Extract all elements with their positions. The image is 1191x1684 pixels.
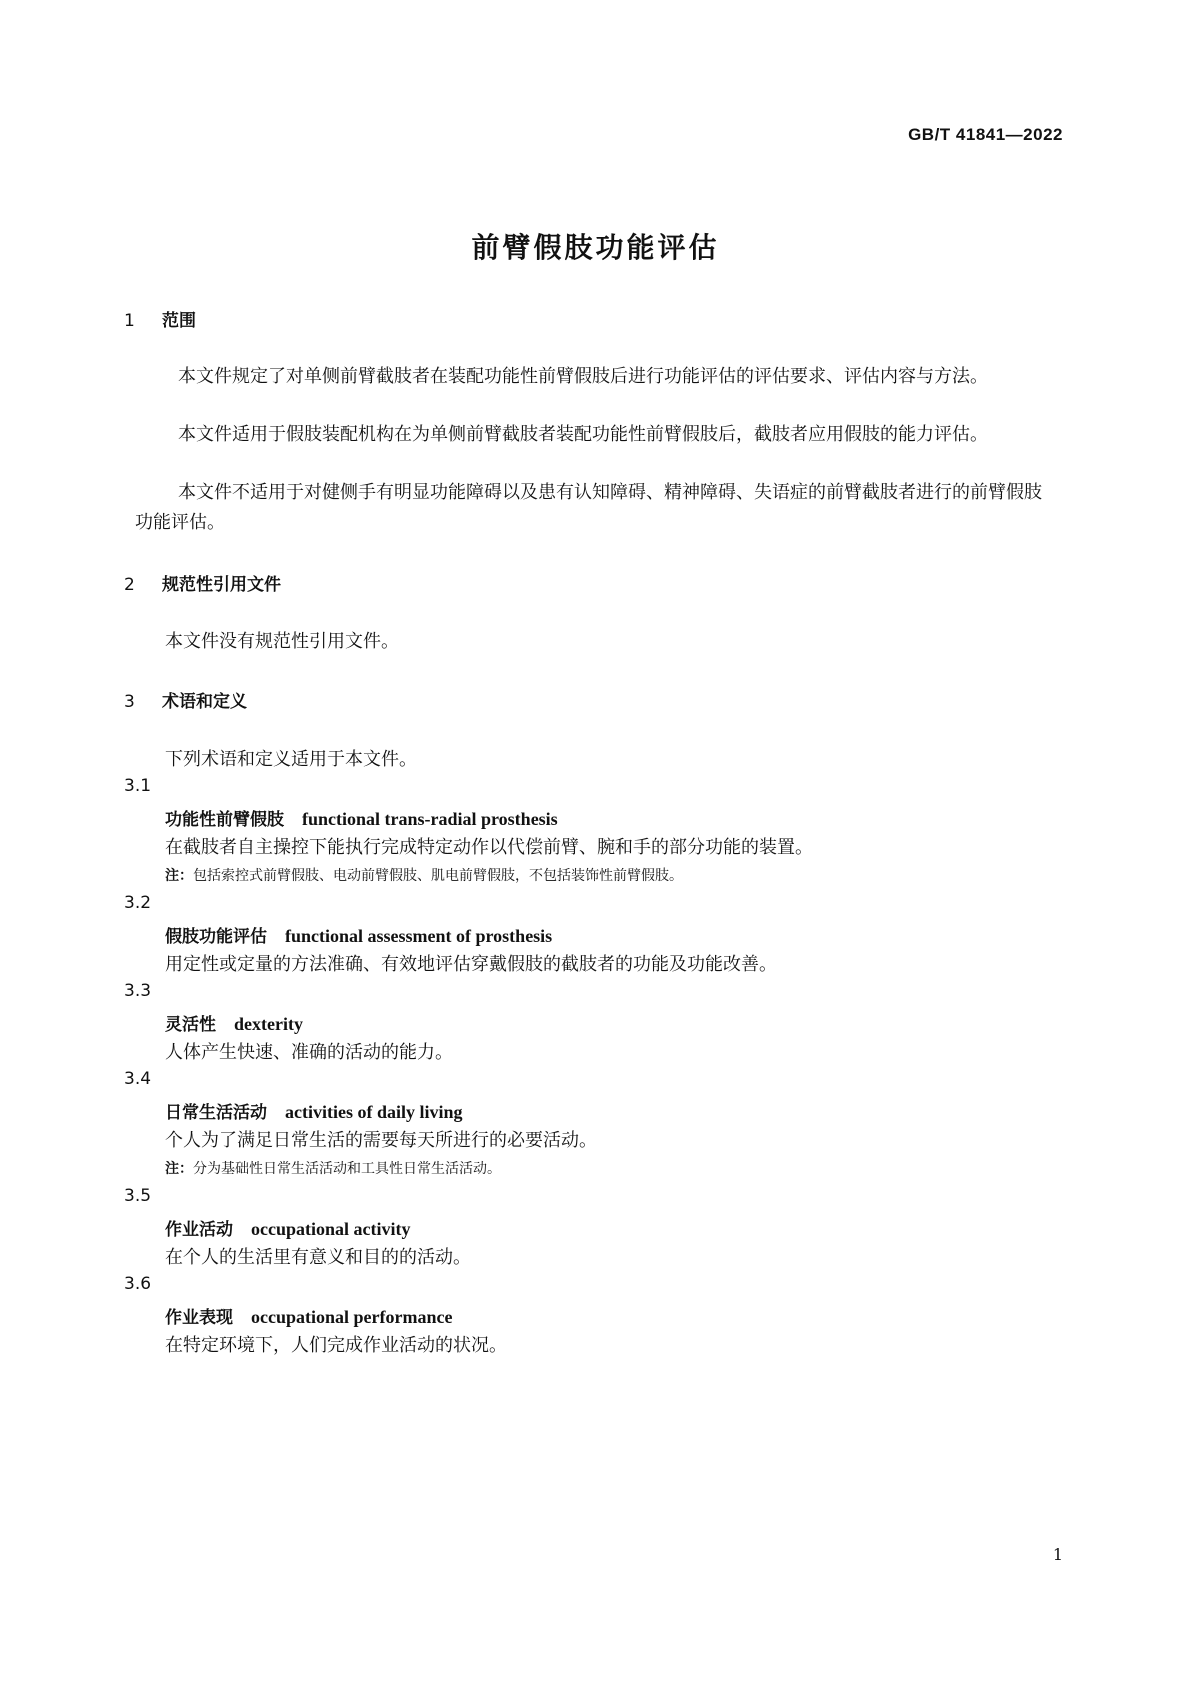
term-definition: 人体产生快速、准确的活动的能力。 (165, 1042, 453, 1063)
paragraph: 本文件规定了对单侧前臂截肢者在装配功能性前臂假肢后进行功能评估的评估要求、评估内容与方法。 (178, 366, 988, 387)
term-chinese: 灵活性 (165, 1015, 216, 1035)
section-title: 范围 (162, 311, 196, 331)
term-number: 3.6 (124, 1274, 152, 1294)
section-number: 3 (124, 692, 135, 712)
section-title: 规范性引用文件 (162, 575, 281, 595)
paragraph: 下列术语和定义适用于本文件。 (165, 749, 417, 770)
term-number: 3.1 (124, 776, 152, 796)
note-label: 注： (165, 1161, 193, 1177)
term-english: functional trans-radial prosthesis (302, 809, 558, 829)
term-chinese: 假肢功能评估 (165, 927, 267, 947)
term-definition: 在个人的生活里有意义和目的的活动。 (165, 1247, 471, 1268)
term-note (165, 1158, 501, 1178)
term-english: occupational performance (251, 1307, 453, 1327)
term-entry (165, 1098, 463, 1123)
term-chinese: 日常生活活动 (165, 1103, 267, 1123)
term-number: 3.3 (124, 981, 152, 1001)
term-chinese: 作业活动 (165, 1220, 233, 1240)
term-entry (165, 1303, 452, 1328)
term-english: activities of daily living (285, 1102, 463, 1122)
term-definition: 用定性或定量的方法准确、有效地评估穿戴假肢的截肢者的功能及功能改善。 (165, 954, 777, 975)
term-entry (165, 805, 558, 830)
term-note (165, 865, 683, 885)
term-english: dexterity (234, 1014, 303, 1034)
note-text: 分为基础性日常生活活动和工具性日常生活活动。 (193, 1161, 501, 1177)
term-definition: 在截肢者自主操控下能执行完成特定动作以代偿前臂、腕和手的部分功能的装置。 (165, 837, 813, 858)
page-number: 1 (1052, 1545, 1063, 1564)
note-label: 注： (165, 868, 193, 884)
paragraph: 本文件适用于假肢装配机构在为单侧前臂截肢者装配功能性前臂假肢后，截肢者应用假肢的能力评估。 (178, 424, 988, 445)
term-chinese: 功能性前臂假肢 (165, 810, 284, 830)
section-3-heading (124, 687, 247, 712)
term-entry (165, 922, 552, 947)
section-1-heading (124, 306, 196, 331)
term-definition: 在特定环境下，人们完成作业活动的状况。 (165, 1335, 507, 1356)
term-entry (165, 1215, 411, 1240)
note-text: 包括索控式前臂假肢、电动前臂假肢、肌电前臂假肢，不包括装饰性前臂假肢。 (193, 868, 683, 884)
section-number: 1 (124, 311, 135, 331)
term-english: occupational activity (251, 1219, 411, 1239)
term-entry (165, 1010, 303, 1035)
paragraph: 本文件不适用于对健侧手有明显功能障碍以及患有认知障碍、精神障碍、失语症的前臂截肢者进行的前臂假肢功能评估。 (135, 482, 1042, 533)
term-number: 3.2 (124, 893, 152, 913)
section-title: 术语和定义 (162, 692, 247, 712)
section-number: 2 (124, 575, 135, 595)
term-number: 3.5 (124, 1186, 152, 1206)
paragraph: 本文件没有规范性引用文件。 (165, 631, 399, 652)
term-definition: 个人为了满足日常生活的需要每天所进行的必要活动。 (165, 1130, 597, 1151)
page-title: 前臂假肢功能评估 (471, 231, 720, 264)
standard-number: GB/T 41841—2022 (908, 125, 1063, 144)
term-chinese: 作业表现 (165, 1308, 233, 1328)
term-english: functional assessment of prosthesis (285, 926, 553, 946)
term-number: 3.4 (124, 1069, 152, 1089)
section-2-heading (124, 570, 281, 595)
